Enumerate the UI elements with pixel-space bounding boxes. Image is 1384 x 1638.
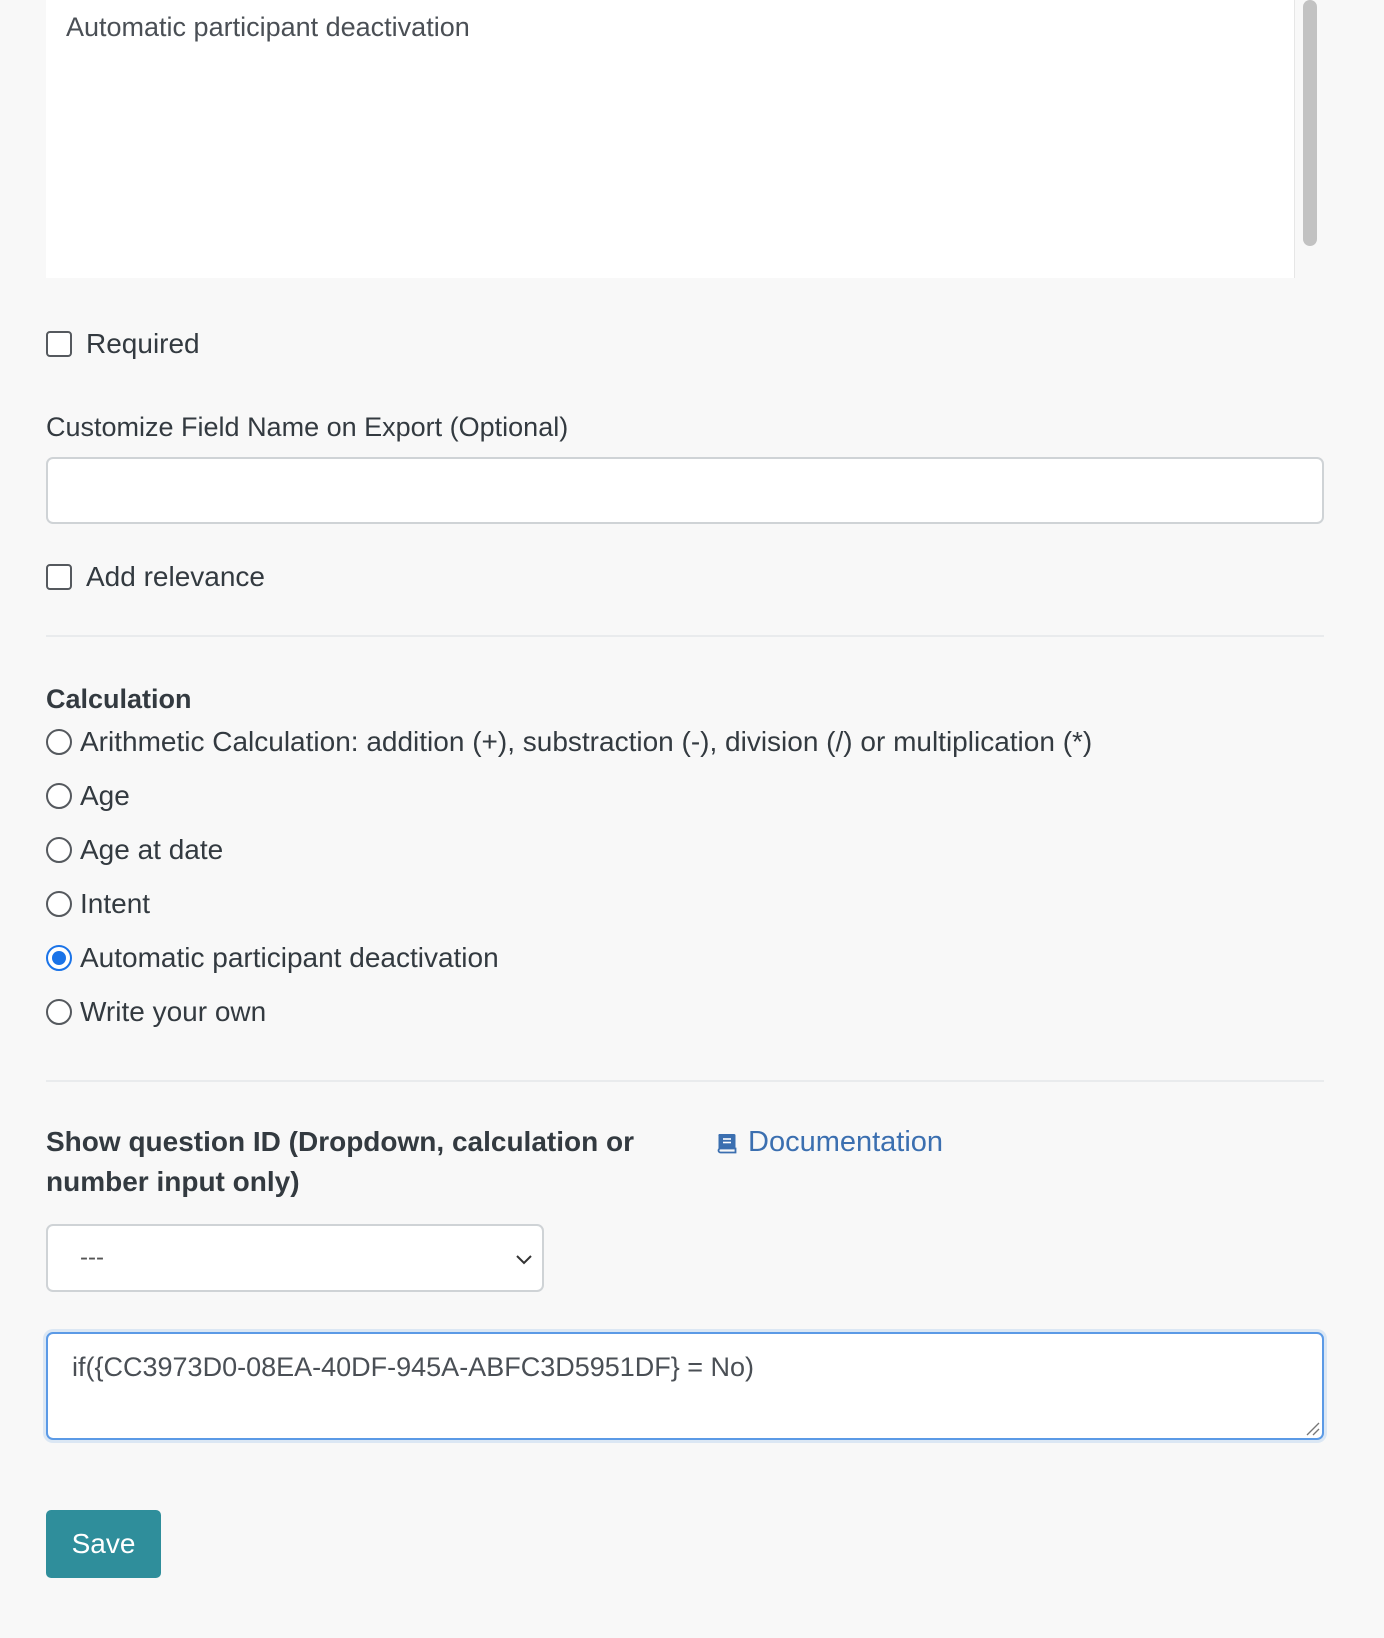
resize-grip-icon[interactable] xyxy=(1304,1420,1320,1436)
calc-option-label: Arithmetic Calculation: addition (+), substraction (-), division (/) or multiplication (*) xyxy=(80,726,1093,757)
calculation-title: Calculation xyxy=(46,684,192,714)
calc-option-label: Write your own xyxy=(80,996,267,1027)
description-editor[interactable] xyxy=(46,0,1324,278)
chevron-down-icon xyxy=(512,1248,536,1272)
calc-option-label: Age xyxy=(80,780,130,811)
editor-scrollbar[interactable] xyxy=(1294,0,1324,278)
calc-option-age-at-date[interactable] xyxy=(46,834,223,866)
relevance-checkbox[interactable] xyxy=(46,564,72,590)
section-divider xyxy=(46,635,1324,637)
calc-option-radio[interactable] xyxy=(46,999,72,1025)
calc-option-arithmetic[interactable] xyxy=(46,726,1092,758)
export-name-input[interactable] xyxy=(46,457,1324,524)
calc-option-write-your-own[interactable] xyxy=(46,996,266,1028)
calc-option-radio[interactable] xyxy=(46,837,72,863)
calc-option-label: Intent xyxy=(80,888,151,919)
editor-scrollbar-thumb[interactable] xyxy=(1303,0,1317,246)
calc-option-radio[interactable] xyxy=(46,783,72,809)
section-divider xyxy=(46,1080,1324,1082)
calc-option-age[interactable] xyxy=(46,780,130,812)
save-button[interactable]: Save xyxy=(46,1510,161,1578)
required-checkbox[interactable] xyxy=(46,331,72,357)
required-label: Required xyxy=(86,328,200,359)
export-name-label: Customize Field Name on Export (Optional) xyxy=(46,412,569,442)
formula-text[interactable]: if({CC3973D0-08EA-40DF-945A-ABFC3D5951DF} = No) xyxy=(72,1352,755,1382)
question-id-label: Show question ID (Dropdown, calculation or number input only) xyxy=(46,1126,634,1197)
book-icon xyxy=(714,1130,740,1156)
formula-textarea[interactable] xyxy=(46,1332,1324,1440)
relevance-checkbox-row[interactable] xyxy=(46,561,265,593)
required-checkbox-row[interactable] xyxy=(46,328,200,360)
calc-option-participant-deactivation[interactable] xyxy=(46,942,499,974)
documentation-link[interactable] xyxy=(714,1126,943,1159)
calc-option-intent[interactable] xyxy=(46,888,150,920)
documentation-link-label[interactable]: Documentation xyxy=(748,1126,944,1158)
calc-option-radio-selected[interactable] xyxy=(46,945,72,971)
question-id-select[interactable] xyxy=(46,1224,544,1292)
calc-option-radio[interactable] xyxy=(46,891,72,917)
description-editor-text[interactable]: Automatic participant deactivation xyxy=(66,12,470,42)
relevance-label: Add relevance xyxy=(86,561,266,592)
calc-option-radio[interactable] xyxy=(46,729,72,755)
calc-option-label: Automatic participant deactivation xyxy=(80,942,499,973)
calc-option-label: Age at date xyxy=(80,834,224,865)
question-id-select-value: --- xyxy=(80,1244,104,1271)
